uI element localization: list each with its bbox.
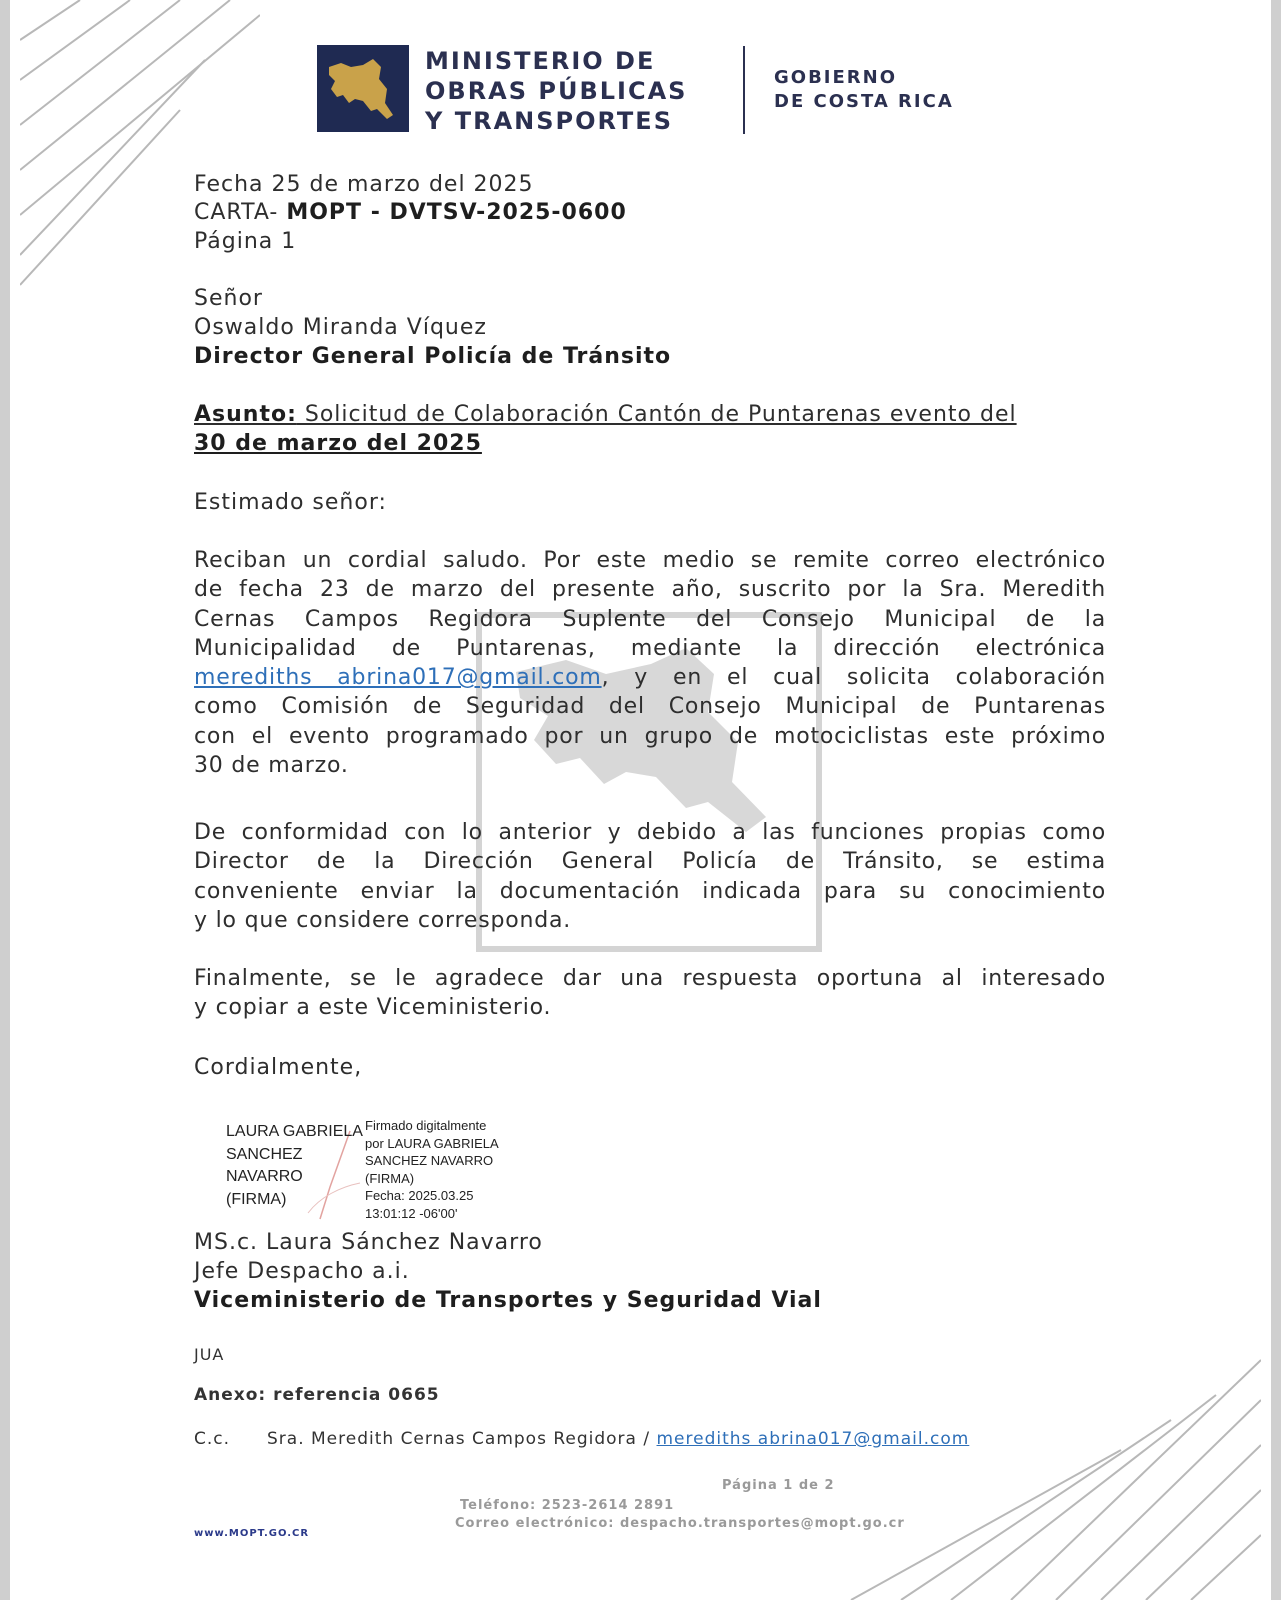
subject-text: Solicitud de Colaboración Cantón de Puntarenas evento del [296,402,1017,427]
mopt-logo [317,45,409,132]
cc-label: C.c. [194,1429,231,1449]
signature-name [226,1121,363,1211]
recipient-position: Director General Policía de Tránsito [194,344,672,369]
paragraph-3-line-2: y copiar a este Viceministerio. [194,995,552,1021]
paragraph-2-line-2: Director de la Dirección General Policía de Tránsito, se estima [194,849,1106,875]
signature-name-line-4: (FIRMA) [226,1190,287,1208]
paragraph-2-line-1: De conformidad con lo anterior y debido a las funciones propias como [194,820,1106,845]
digital-line-4: (FIRMA) [365,1170,415,1186]
signer-office: Viceministerio de Transportes y Seguridad Vial [194,1288,822,1313]
signature-name-line-2: SANCHEZ [226,1145,303,1163]
recipient-salutation: Señor [194,286,263,311]
paragraph-1 [194,546,1106,780]
paragraph-2-line-3: conveniente enviar la documentación indicada para su conocimiento [194,878,1106,904]
greeting: Estimado señor: [194,490,387,515]
ministry-line-1: MINISTERIO DE [425,47,656,75]
signature-name-line-3: NAVARRO [226,1168,303,1185]
signer-title: Jefe Despacho a.i. [194,1259,410,1284]
paragraph-3-line-1: Finalmente, se le agradece dar una respuesta oportuna al interesado [194,966,1106,991]
footer-page-of: Página 1 de 2 [722,1478,835,1493]
document-page [10,0,1271,1600]
paragraph-2 [194,818,1106,935]
costa-rica-map-icon [317,45,409,132]
scan-edge-left [0,0,10,1600]
ministry-line-2: OBRAS PÚBLICAS [425,77,688,105]
government-line-2: DE COSTA RICA [774,91,954,112]
digital-line-2: por LAURA GABRIELA [365,1135,499,1151]
footer-phone: Teléfono: 2523-2614 2891 [460,1498,675,1513]
paragraph-1-line-2: de fecha 23 de marzo del presente año, suscrito por la Sra. Meredith [194,577,1106,603]
subject-line [194,402,1106,427]
closing: Cordialmente, [194,1055,363,1080]
footer-email: Correo electrónico: despacho.transportes@mopt.go.cr [455,1516,905,1531]
ministry-line-3: Y TRANSPORTES [425,107,673,135]
footer-website[interactable]: www.MOPT.GO.CR [194,1528,310,1539]
subject-date: 30 de marzo del 2025 [194,431,482,456]
paragraph-3 [194,964,1106,1023]
letter-reference [194,200,1106,225]
paragraph-1-line-3: Cernas Campos Regidora Suplente del Consejo Municipal de la [194,606,1106,632]
letter-page: Página 1 [194,229,297,254]
paragraph-1-line-5-rest: , y en el cual solicita colaboración [601,665,1106,691]
scan-edge-right [1271,0,1281,1600]
ministry-name [425,46,725,136]
cc-line [267,1429,969,1449]
recipient-name: Oswaldo Miranda Víquez [194,315,487,340]
digital-line-1: Firmado digitalmente [365,1118,487,1133]
digital-line-3: SANCHEZ NAVARRO [365,1153,494,1168]
paragraph-1-line-4: Municipalidad de Puntarenas, mediante la dirección electrónica [194,635,1106,661]
initials: JUA [194,1345,225,1364]
paragraph-1-line-7: con el evento programado por un grupo de motociclistas este próximo [194,723,1106,749]
subject-label: Asunto: [194,402,297,427]
cc-email-link[interactable]: merediths abrina017@gmail.com [656,1429,970,1449]
signer-name: MS.c. Laura Sánchez Navarro [194,1230,543,1255]
government-name [774,66,954,114]
paragraph-1-line-8: 30 de marzo. [194,753,349,779]
paragraph-2-line-4: y lo que considere corresponda. [194,907,572,933]
decorative-lines-bottom-right [841,1340,1261,1600]
letter-date: Fecha 25 de marzo del 2025 [194,172,534,197]
email-link[interactable]: merediths abrina017@gmail.com [194,665,602,691]
letter-prefix: CARTA- [194,200,287,225]
digital-signature-details [365,1117,499,1222]
paragraph-1-line-6: como Comisión de Seguridad del Consejo Municipal de Puntarenas [194,694,1106,720]
paragraph-1-line-1: Reciban un cordial saludo. Por este medio se remite correo electrónico [194,548,1106,573]
paragraph-1-line-5 [194,663,1106,692]
government-line-1: GOBIERNO [774,67,898,88]
digital-line-6: 13:01:12 -06'00' [365,1205,458,1221]
signature-name-line-1: LAURA GABRIELA [226,1123,363,1140]
annex: Anexo: referencia 0665 [194,1385,440,1405]
letter-number: MOPT - DVTSV-2025-0600 [286,200,627,225]
digital-line-5: Fecha: 2025.03.25 [365,1188,474,1203]
cc-text: Sra. Meredith Cernas Campos Regidora / [267,1429,651,1449]
header-divider [743,46,745,134]
